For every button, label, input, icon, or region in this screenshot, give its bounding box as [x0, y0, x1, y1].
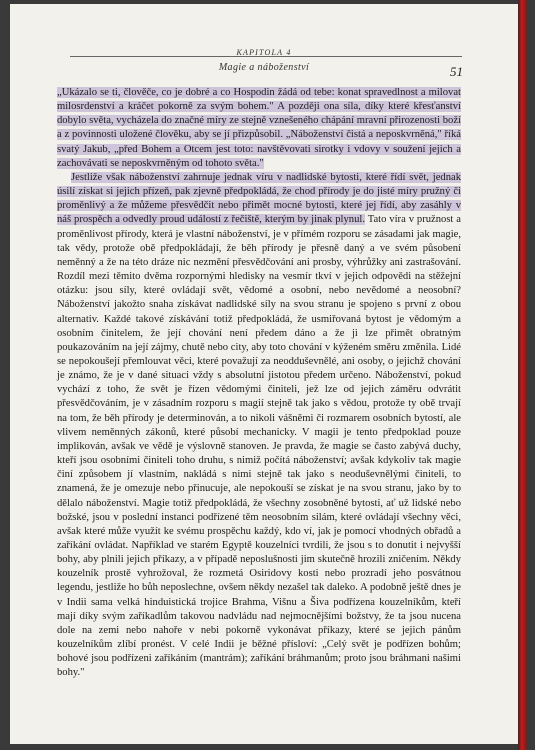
- paragraph-text: Tato víra v pružnost a proměnlivost přírody, která je vlastní náboženství, je v přímém rozporu se zásadami jak magie, tak vědy, protože obě předpokládají, že běh přírody je přesně daný a ve svém působení neměnný a že na této dráze nic nezmění přesvědčování ani prosby, výhrůžky ani zastrašování. Rozdíl mezi těmito dvěma rozpornými hledisky na vesmír tkví v jejich odpovědi na stěžejní otázku: jsou síly, které ovládají svět, vědomé a osobní, nebo nevědomé a neosobní? Náboženství jakožto snaha získávat nadlidské síly na svou stranu je spojeno s první z obou alternativ. Každé takové získávání totiž předpokládá, že usmiřovaná bytost je vědomým a osobním činitelem, že její chování není předem dáno a že ji lze přimět obratným poukazováním na její zájmy, chutě nebo city, aby toto chování v kýženém směru změnila. Lidé se nepokoušejí přemlouvat věci, které považují za neodduševnělé, ani osoby, o jejichž chování je známo, že je v dané situaci vždy s absolutní jistotou předem určeno. Náboženství, pokud vychází z toho, že svět je řízen vědomými činiteli, jež lze od jejich záměru odvrátit přesvědčováním, je v zásadním rozporu s magií stejně tak jako s vědou, protože ty obě trvají na tom, že běh přírody je determinován, a to nikoli vášněmi či rozmarem osobních bytostí, ale vlivem neměnných zákonů, které působí mechanicky. V magii je tento předpoklad pouze implikován, avšak ve vědě je výslovně stanoven. Je pravda, že magie se často zabývá duchy, kteří jsou osobními činiteli toho druhu, s nimiž počítá náboženství; avšak kdykoliv tak magie činí způsobem jí vlastním, nakládá s nimi stejně tak jako s neoduševnělými činiteli, to znamená, že je omezuje nebo přinucuje, ale nepokouší se získat je na svou stranu, jako by to dělalo náboženství. Magie totiž předpokládá, že všechny zosobněné bytosti, ať už lidské nebo božské, jsou v poslední instanci podřízené těm neosobním silám, které ovládají všechny věci, avšak které může využít ke svému prospěchu každý, kdo ví, jak je pomocí vhodných obřadů a zaříkání ovládat. Například ve starém Egyptě kouzelníci tvrdili, že jsou s to donutit i nejvyšší bohy, aby plnili jejich příkazy, a v případě neposlušnosti jim skutečně hrozili zničením. Někdy kouzelník prostě vyhrožoval, že rozmetá Osiridovy kosti nebo prozradí jeho posvátnou legendu, jestliže ho bůh neposlechne, ovšem někdy nezašel tak daleko. A podobně ještě dnes je v Indii sama velká hinduistická trojice Brahma, Višnu a Šiva podřízena kouzelníkům, kteří mají díky svým zaříkadlům takovou nadvládu nad nejmocnějšími božstvy, že ta jsou nucena dole na zemi nebo nahoře v nebi pokorně vykonávat příkazy, které se jejich pánům kouzelníkům zlíbí pronést. V celé Indii je běžné přísloví: „Celý svět je podřízen bohům; bohové jsou podřízeni zaříkáním (mantrám); zaříkání bráhmanům; proto jsou bráhmani našimi bohy.": [57, 214, 461, 679]
- page-number: 51: [450, 64, 463, 79]
- book-edge: [518, 0, 527, 750]
- book-page: [10, 4, 518, 744]
- body-text: [57, 86, 461, 681]
- paragraph: [57, 171, 461, 681]
- chapter-heading: KAPITOLA 4: [236, 48, 292, 57]
- highlighted-text: „Ukázalo se ti, člověče, co je dobré a co Hospodin žádá od tebe: konat spravedlnost a milovat milosrdenství a kráčet pokorně za svým bohem." A později ona síla, díky které křesťanství dobylo světa, vycházela do značné míry ze stejně vznešeného chápání mravní přirozenosti boží a z povinnosti uložené člověku, aby se jí přizpůsobil. „Náboženství čistá a neposkvrněná," říká svatý Jakub, „před Bohem a Otcem jest toto: navštěvovati sirotky i vdovy v soužení jejich a zachovávati se neposkvrněným od tohoto světa.": [57, 87, 461, 169]
- highlighted-text: Jestliže však náboženství zahrnuje jednak víru v nadlidské bytosti, které řídí svět, jednak úsilí získat si jejich přízeň, pak zjevně předpokládá, že chod přírody je do jisté míry pružný či proměnlivý a že můžeme přesvědčit nebo přimět mocné bytosti, které jej řídí, aby zasáhly v náš prospěch a odvedly proud událostí z řečiště, kterým by jinak plynul.: [57, 171, 461, 226]
- paragraph: [57, 86, 461, 171]
- chapter-title: Magie a náboženství: [218, 62, 310, 73]
- header-rule: [70, 56, 462, 57]
